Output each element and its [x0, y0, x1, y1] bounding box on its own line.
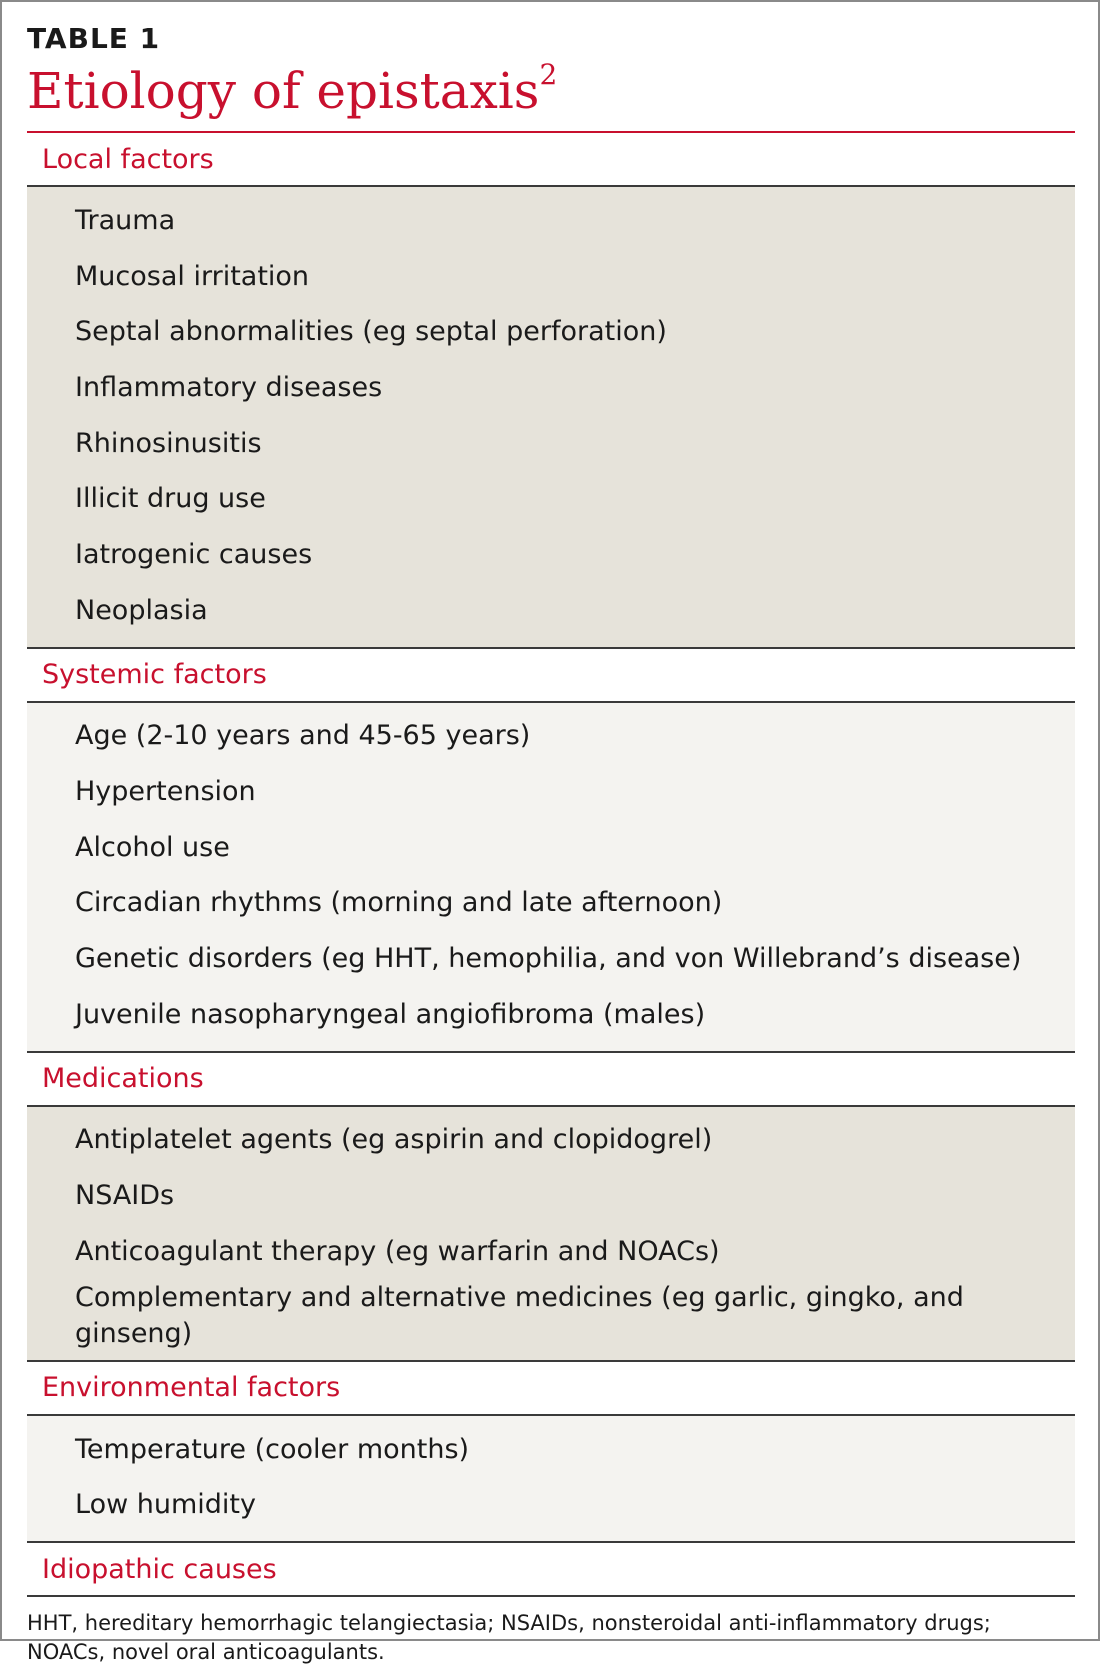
section-body-systemic [27, 703, 1075, 1053]
sections [27, 133, 1075, 1667]
list-item: Alcohol use [75, 831, 230, 863]
list-item: Complementary and alternative medicines (eg garlic, gingko, and ginseng) [75, 1281, 964, 1349]
section-heading-medications: Medications [27, 1053, 1075, 1107]
section-heading-environmental: Environmental factors [27, 1362, 1075, 1416]
section-body-local [27, 187, 1075, 649]
list-item: Antiplatelet agents (eg aspirin and clopidogrel) [75, 1124, 713, 1156]
list-item: Juvenile nasopharyngeal angiofibroma (males) [75, 998, 706, 1030]
list-item: NSAIDs [75, 1180, 175, 1212]
table-title [27, 58, 557, 124]
list-item: Neoplasia [75, 594, 208, 626]
list-item: Age (2-10 years and 45-65 years) [75, 720, 531, 752]
list-item: Hypertension [75, 776, 256, 808]
table-label: TABLE 1 [27, 22, 161, 55]
list-item: Inflammatory diseases [75, 371, 383, 403]
list-item: Low humidity [75, 1489, 256, 1521]
list-item: Temperature (cooler months) [75, 1433, 470, 1465]
section-heading-systemic: Systemic factors [27, 649, 1075, 703]
table-footnote: HHT, hereditary hemorrhagic telangiectasia; NSAIDs, nonsteroidal anti-inflammatory drugs; NOACs, novel oral anticoagulants. [27, 1611, 991, 1665]
list-item: Mucosal irritation [75, 260, 310, 292]
list-item: Trauma [75, 204, 176, 236]
list-item: Iatrogenic causes [75, 538, 313, 570]
list-item: Circadian rhythms (morning and late afternoon) [75, 887, 723, 919]
title-reference: 2 [539, 58, 558, 91]
list-item: Septal abnormalities (eg septal perforation) [75, 316, 667, 348]
section-body-medications [27, 1107, 1075, 1362]
section-heading-local: Local factors [27, 133, 1075, 187]
list-item: Anticoagulant therapy (eg warfarin and NOACs) [75, 1235, 720, 1267]
list-item: Illicit drug use [75, 483, 266, 515]
title-text: Etiology of epistaxis [27, 62, 540, 120]
section-heading-idiopathic: Idiopathic causes [27, 1543, 1075, 1597]
section-body-environmental [27, 1416, 1075, 1543]
list-item: Genetic disorders (eg HHT, hemophilia, and von Willebrand’s disease) [75, 943, 1022, 975]
list-item: Rhinosinusitis [75, 427, 262, 459]
